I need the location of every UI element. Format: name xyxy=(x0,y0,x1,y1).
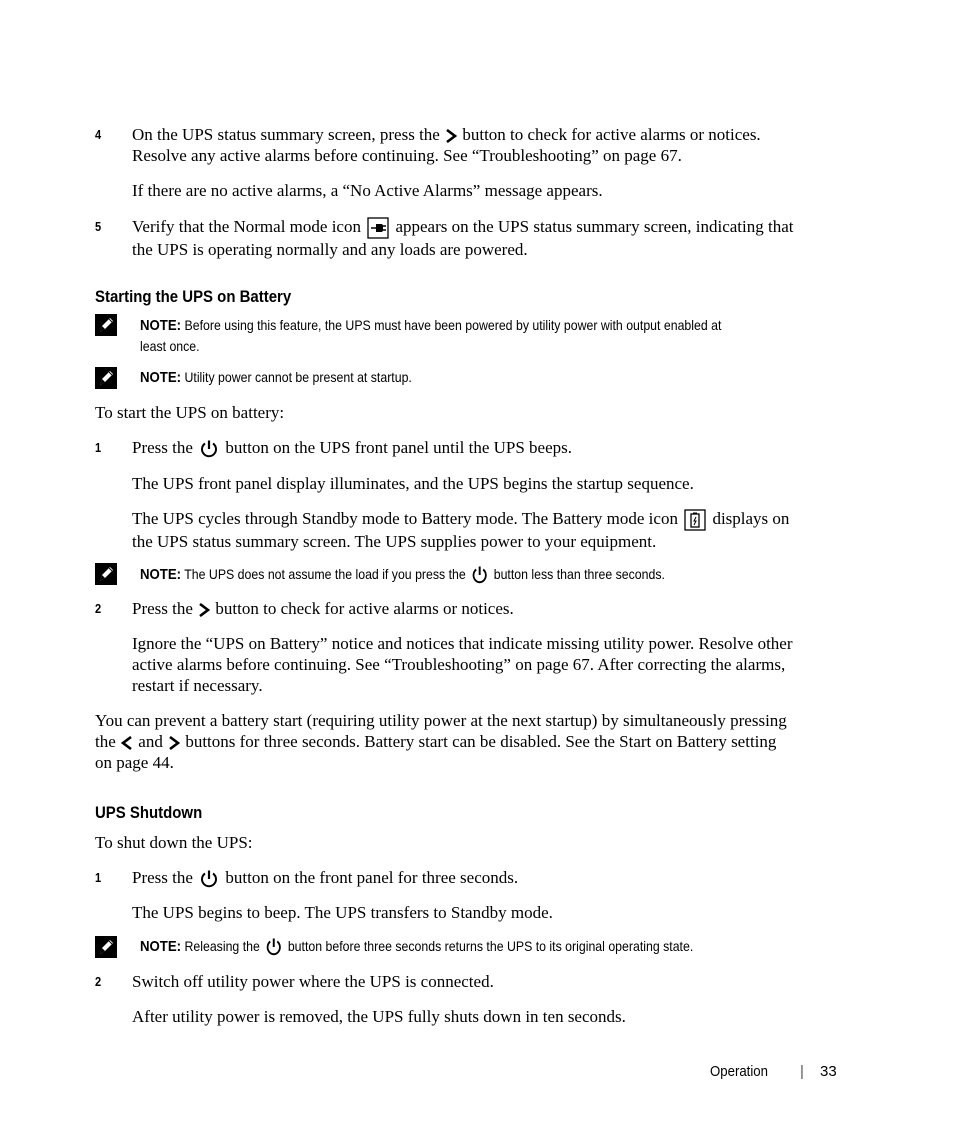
battery-step1-text: Press the button on the UPS front panel until the UPS beeps. xyxy=(132,437,854,459)
shutdown-step1-text: Press the button on the front panel for three seconds. xyxy=(132,867,854,889)
battery-step1-para: The UPS cycles through Standby mode to Battery mode. The Battery mode icon displays on the UPS status summary screen. The UPS supplies power to your equipment. xyxy=(132,509,790,552)
right-arrow-icon xyxy=(444,129,458,143)
note-pencil-icon xyxy=(95,367,117,389)
step4-note-text: If there are no active alarms, a “No Active Alarms” message appears. xyxy=(132,181,603,200)
footer-separator: | xyxy=(800,1063,804,1080)
note-pencil-icon xyxy=(95,563,117,585)
prevent-battery-start-text: You can prevent a battery start (requiring utility power at the next startup) by simultaneously pressing the and buttons for three seconds. Battery start can be disabled. See the Start on Battery setting on page 44. xyxy=(95,711,787,772)
shutdown-step2-text: Switch off utility power where the UPS is connected. xyxy=(132,972,494,991)
note-text: NOTE: Before using this feature, the UPS must have been powered by utility power with output enabled at least once. xyxy=(140,317,722,354)
step4-text: On the UPS status summary screen, press the button to check for active alarms or notices. Resolve any active alarms before continuing. See “Troubleshooting” on page 67. xyxy=(132,125,761,165)
power-icon xyxy=(471,565,489,585)
section-heading: UPS Shutdown xyxy=(95,803,203,822)
note-text: NOTE: The UPS does not assume the load if you press the button less than three seconds. xyxy=(140,564,756,585)
step-number: 1 xyxy=(95,870,102,885)
shutdown-step1-para: The UPS begins to beep. The UPS transfers to Standby mode. xyxy=(132,903,553,922)
footer-section-name: Operation xyxy=(710,1063,768,1080)
power-icon xyxy=(199,439,219,459)
note-pencil-icon xyxy=(95,314,117,336)
shutdown-step2-para: After utility power is removed, the UPS fully shuts down in ten seconds. xyxy=(132,1007,626,1026)
page-number: 33 xyxy=(820,1063,837,1080)
right-arrow-icon xyxy=(167,736,181,750)
step-number: 5 xyxy=(95,219,102,234)
battery-step2-para: Ignore the “UPS on Battery” notice and notices that indicate missing utility power. Resolve other active alarms before continuing. See “Troubleshooting” on page 67. After correcting the alarms, restart if necessary. xyxy=(132,634,793,695)
note-text: NOTE: Utility power cannot be present at startup. xyxy=(140,369,412,386)
step-number: 4 xyxy=(95,127,102,142)
battery-step2-text: Press the button to check for active alarms or notices. xyxy=(132,599,514,618)
intro-text: To start the UPS on battery: xyxy=(95,403,285,422)
note-text: NOTE: Releasing the button before three seconds returns the UPS to its original operating state. xyxy=(140,936,756,957)
step5-text: Verify that the Normal mode icon appears on the UPS status summary screen, indicating that the UPS is operating normally and any loads are powered. xyxy=(132,217,794,260)
normal-mode-icon xyxy=(367,217,389,239)
intro-text: To shut down the UPS: xyxy=(95,833,253,852)
section-heading: Starting the UPS on Battery xyxy=(95,287,292,306)
step-number: 2 xyxy=(95,974,102,989)
power-icon xyxy=(265,937,283,957)
note-pencil-icon xyxy=(95,936,117,958)
step-number: 1 xyxy=(95,440,102,455)
left-arrow-icon xyxy=(120,736,134,750)
step-number: 2 xyxy=(95,601,102,616)
right-arrow-icon xyxy=(197,603,211,617)
power-icon xyxy=(199,869,219,889)
battery-mode-icon xyxy=(684,509,706,531)
battery-step1-para: The UPS front panel display illuminates, and the UPS begins the startup sequence. xyxy=(132,474,694,493)
